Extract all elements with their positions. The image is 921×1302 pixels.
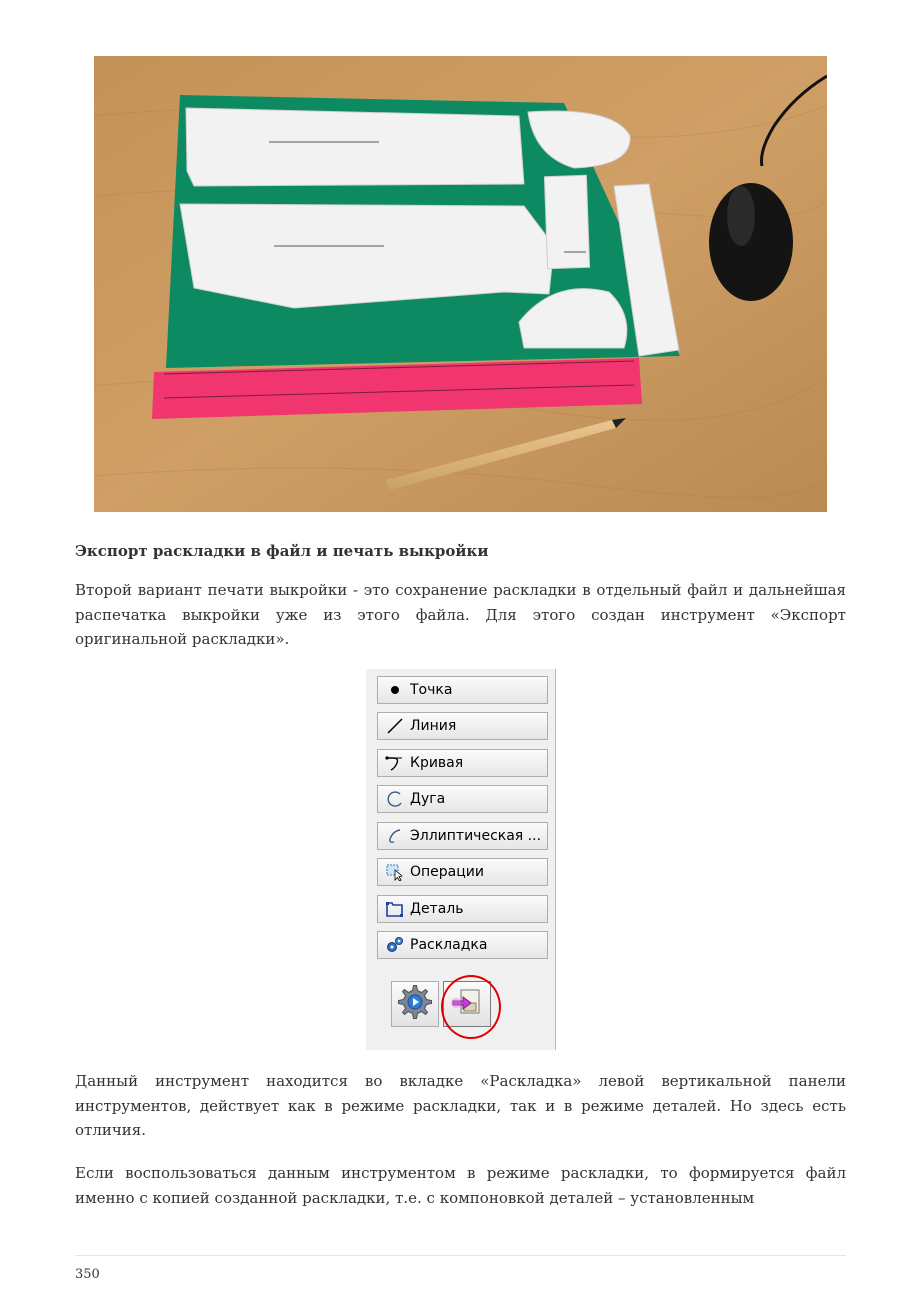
- tool-button-label: Точка: [410, 682, 453, 698]
- point-icon: [384, 681, 406, 699]
- pattern-photo: [94, 56, 827, 512]
- settings-gear-icon: [396, 983, 434, 1025]
- tool-button-detail[interactable]: [377, 895, 548, 923]
- tool-button-point[interactable]: [377, 676, 548, 704]
- tool-button-layout[interactable]: [377, 931, 548, 959]
- tool-button-line[interactable]: [377, 712, 548, 740]
- tool-button-label: Раскладка: [410, 937, 488, 953]
- paragraph-layout-mode: Если воспользоваться данным инструментом в режиме раскладки, то формируется файл именно с копией созданной раскладки, т.е. с компоновкой деталей – установленным: [75, 1164, 846, 1207]
- page-number: 350: [75, 1267, 100, 1282]
- tool-button-label: Дуга: [410, 791, 446, 807]
- footer-divider: [75, 1255, 846, 1256]
- export-layout-icon: [450, 985, 484, 1023]
- tool-button-operations[interactable]: [377, 858, 548, 886]
- section-heading: Экспорт раскладки в файл и печать выкройки: [75, 542, 489, 560]
- tool-button-label: Линия: [410, 718, 457, 734]
- tool-button-label: Эллиптическая ...: [410, 828, 542, 844]
- tool-button-arc[interactable]: [377, 785, 548, 813]
- paragraph-tool-location: Данный инструмент находится во вкладке «Раскладка» левой вертикальной панели инструментов, действует как в режиме раскладки, так и в режиме деталей. Но здесь есть отличия.: [75, 1072, 846, 1139]
- tool-button-label: Деталь: [410, 901, 464, 917]
- layout-gears-icon: [384, 936, 406, 954]
- detail-icon: [384, 900, 406, 918]
- tool-button-label: Кривая: [410, 755, 464, 771]
- tool-button-curve[interactable]: [377, 749, 548, 777]
- tool-button-label: Операции: [410, 864, 484, 880]
- tool-button-elliptical-arc[interactable]: [377, 822, 548, 850]
- operations-icon: [384, 863, 406, 881]
- line-icon: [384, 717, 406, 735]
- arc-icon: [384, 790, 406, 808]
- curve-icon: [384, 754, 406, 772]
- settings-tool-button[interactable]: [391, 981, 439, 1027]
- tools-panel: [366, 669, 556, 1050]
- elliptical-arc-icon: [384, 827, 406, 845]
- export-layout-button[interactable]: [443, 981, 491, 1027]
- paragraph-intro: Второй вариант печати выкройки - это сохранение раскладки в отдельный файл и дальнейшая распечатка выкройки уже из этого файла. Для этого создан инструмент «Экспорт оригинальной раскладки».: [75, 581, 846, 648]
